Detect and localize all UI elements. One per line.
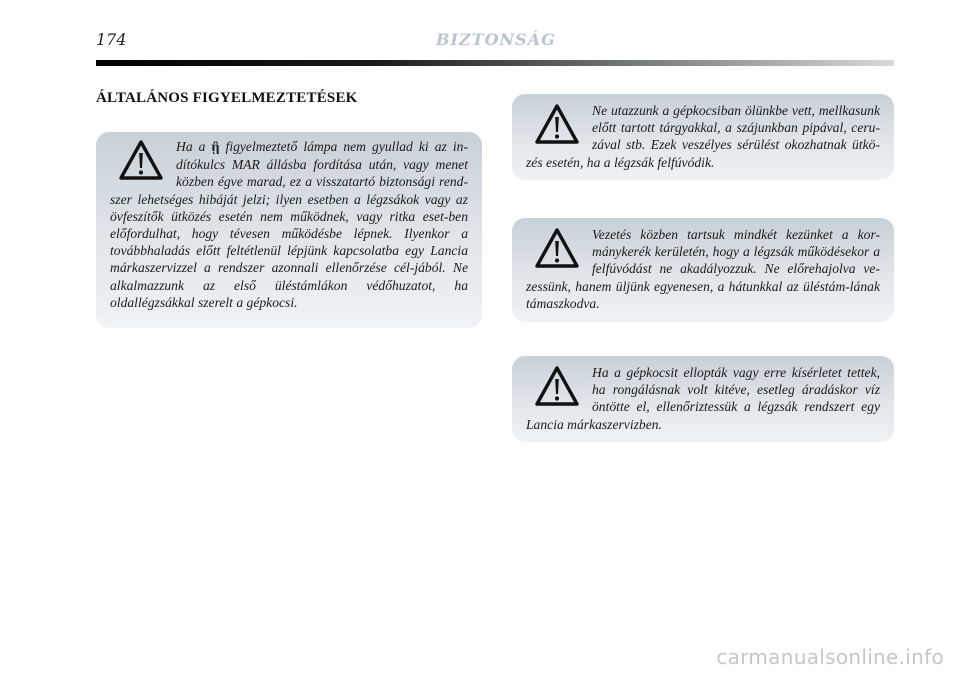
warning-text: Vezetés közben tartsuk mindkét kezünket a kor-mánykerék kerületén, hogy a légzsák működésekor a felfúvódást ne akadályozzuk. Ne előrehajolva ve-zessünk, hanem üljünk egyenesen, a hátunkkal az üléstám-lának támaszkodva. — [526, 227, 880, 311]
warning-box-airbag-lamp — [96, 132, 482, 328]
warning-text-before-icon: Ha a — [176, 139, 212, 154]
warning-triangle-icon — [534, 226, 580, 270]
section-title: BIZTONSÁG — [436, 30, 556, 49]
warning-box-steering-wheel — [512, 218, 894, 322]
watermark: carmanualsonline.info — [716, 645, 944, 669]
header-divider — [96, 60, 894, 66]
page-number: 174 — [96, 30, 127, 49]
warning-text: figyelmeztető lámpa nem gyullad ki az in-dítókulcs MAR állásba fordítása után, vagy menet közben égve marad, ez a visszatartó biztonsági rend-szer lehetséges hibáját jelzi; ilyen esetben a légzsákok vagy az övfeszítők ütközés esetén nem működnek, vagy ritka eset-ben előfordulhat, hogy tévesen működésbe lépnek. Ilyenkor a továbbhaladás előtt feltétlenül lépjünk kapcsolatba egy Lancia márkaszervizzel a rendszer azonnali ellenőrzése cél-jából. Ne alkalmazzunk az első üléstámlákon védőhuzatot, ha oldallégzsákkal szerelt a gépkocsi. — [110, 139, 468, 310]
warning-triangle-icon — [118, 138, 164, 182]
warning-text: Ha a gépkocsit ellopták vagy erre kísérletet tettek, ha rongálásnak volt kitéve, esetleg áradáskor víz öntötte el, ellenőriztessük a légzsák rendszert egy Lancia márkaszervizben. — [526, 365, 880, 432]
page-heading: ÁLTALÁNOS FIGYELMEZTETÉSEK — [96, 90, 358, 106]
warning-box-objects — [512, 94, 894, 180]
warning-triangle-icon — [534, 364, 580, 408]
warning-box-theft — [512, 356, 894, 442]
airbag-warning-lamp-icon: ᾒ — [211, 140, 220, 155]
warning-triangle-icon — [534, 102, 580, 146]
warning-text: Ne utazzunk a gépkocsiban ölünkbe vett, mellkasunk előtt tartott tárgyakkal, a szájunkban pipával, ceru-zával stb. Ezek veszélyes sérülést okozhatnak ütkö-zés esetén, ha a légzsák felfúvódik. — [526, 103, 880, 170]
